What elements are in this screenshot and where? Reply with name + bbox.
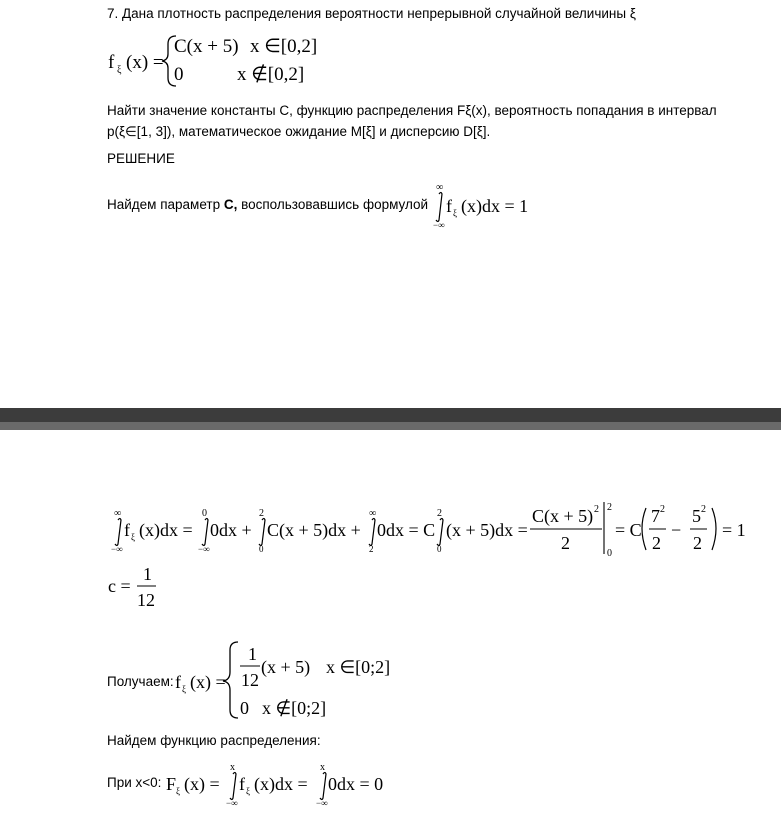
norm-lower: −∞	[433, 220, 445, 230]
math-eval-upper: 2	[607, 502, 612, 513]
norm-sub: ξ	[453, 208, 458, 218]
case1-expr: C(x + 5)	[174, 36, 239, 57]
math-f2-den: 2	[693, 533, 702, 553]
math-two: 2	[437, 508, 442, 519]
norm-rest: (x)dx = 1	[461, 196, 529, 216]
math-f2-num: 5	[692, 506, 701, 526]
math-f1-den: 2	[652, 533, 661, 553]
page-separator-shadow	[0, 422, 781, 430]
math-case1-rest: (x + 5)	[261, 657, 311, 677]
math-inf: ∞	[369, 508, 377, 519]
math-eval-lower: 0	[607, 548, 612, 559]
math-upper2: x	[320, 762, 325, 773]
integral-5	[437, 519, 443, 546]
math-f2-exp: 2	[701, 504, 706, 515]
normalization-formula	[428, 180, 568, 232]
right-paren	[712, 508, 716, 550]
norm-upper: ∞	[436, 182, 444, 193]
density-definition	[104, 30, 324, 92]
cdf-case-label: При x<0:	[107, 775, 162, 790]
math-case2-expr: 0	[240, 698, 249, 718]
integral-chain	[104, 496, 764, 568]
math-result: = 1	[722, 520, 746, 540]
math-frac-num: C(x + 5)	[532, 506, 594, 526]
math-f: f	[239, 774, 245, 794]
math-frac-den: 2	[561, 533, 570, 553]
math-lhs: f	[175, 672, 181, 692]
math-f1-exp: 2	[660, 504, 665, 515]
math-F: F	[166, 774, 177, 794]
density-f: f	[108, 52, 115, 73]
page-separator	[0, 408, 781, 422]
integral-1	[115, 519, 121, 546]
math-t1-sub: ξ	[131, 532, 136, 542]
result-density	[172, 636, 412, 722]
math-end: 0dx = 0	[328, 774, 384, 794]
case1-cond: x ∈[0,2]	[250, 36, 318, 57]
math-t1: f	[124, 520, 130, 540]
problem-title: 7. Дана плотность распределения вероятности непрерывной случайной величины ξ	[107, 6, 636, 21]
cdf-case-formula	[162, 760, 402, 812]
math-den: 12	[241, 670, 259, 690]
math-t3: C(x + 5)dx +	[267, 520, 361, 540]
cdf-heading: Найдем функцию распределения:	[107, 733, 321, 748]
math-case1-cond: x ∈[0;2]	[326, 657, 391, 677]
solution-heading: РЕШЕНИЕ	[107, 151, 175, 166]
math-neg-inf: −∞	[198, 544, 210, 554]
math-t2: 0dx +	[210, 520, 252, 540]
task-line-1: Найти значение константы C, функцию распределения Fξ(x), вероятность попадания в интервал	[107, 103, 717, 118]
math-frac-num-exp: 2	[594, 504, 599, 515]
integral-sign	[436, 193, 442, 222]
integral-3	[259, 519, 265, 546]
math-t4: 0dx = C	[377, 520, 436, 540]
math-f1-num: 7	[651, 506, 660, 526]
density-arg: (x) =	[126, 52, 164, 73]
math-zero: 0	[437, 544, 442, 554]
math-num: 1	[248, 644, 257, 664]
math-f-sub: ξ	[246, 786, 251, 796]
cdf-integral-2	[320, 773, 326, 800]
math-lower: −∞	[226, 798, 238, 808]
math-arg: (x) =	[190, 672, 226, 692]
math-arg: (x) =	[184, 774, 220, 794]
task-line-2: p(ξ∈[1, 3]), математическое ожидание M[ξ] и дисперсию D[ξ].	[107, 124, 491, 139]
left-paren	[642, 508, 646, 550]
math-case2-cond: x ∉[0;2]	[262, 698, 327, 718]
result-brace	[223, 642, 238, 718]
math-upper: x	[230, 762, 235, 773]
math-neg-inf: −∞	[111, 544, 123, 554]
integral-4	[369, 519, 375, 546]
math-two: 2	[259, 508, 264, 519]
math-eq-c: = C	[615, 520, 642, 540]
math-num: 1	[143, 564, 152, 584]
math-t5: (x + 5)dx =	[446, 520, 528, 540]
case2-cond: x ∉[0,2]	[237, 64, 305, 85]
math-sub: ξ	[176, 786, 181, 796]
math-minus: −	[671, 520, 682, 540]
math-sub: ξ	[182, 684, 187, 694]
case2-expr: 0	[174, 64, 184, 85]
cdf-integral-1	[230, 773, 236, 800]
density-sub: ξ	[117, 65, 122, 76]
math-lower2: −∞	[316, 798, 328, 808]
math-den: 12	[137, 590, 155, 610]
param-text-bold: C,	[223, 197, 238, 212]
integral-2	[202, 519, 208, 546]
math-inf: ∞	[114, 508, 122, 519]
param-text-b: воспользовавшись формулой	[237, 197, 429, 212]
math-lhs: c =	[108, 576, 131, 596]
math-zero: 0	[202, 508, 207, 519]
c-value	[104, 562, 184, 614]
norm-f: f	[446, 196, 452, 216]
param-sentence	[107, 197, 428, 212]
math-two: 2	[369, 544, 374, 554]
math-f-rest: (x)dx =	[254, 774, 308, 794]
result-label: Получаем:	[107, 674, 174, 689]
param-text-a: Найдем параметр	[107, 197, 224, 212]
math-zero: 0	[259, 544, 264, 554]
math-t1-rest: (x)dx =	[139, 520, 193, 540]
